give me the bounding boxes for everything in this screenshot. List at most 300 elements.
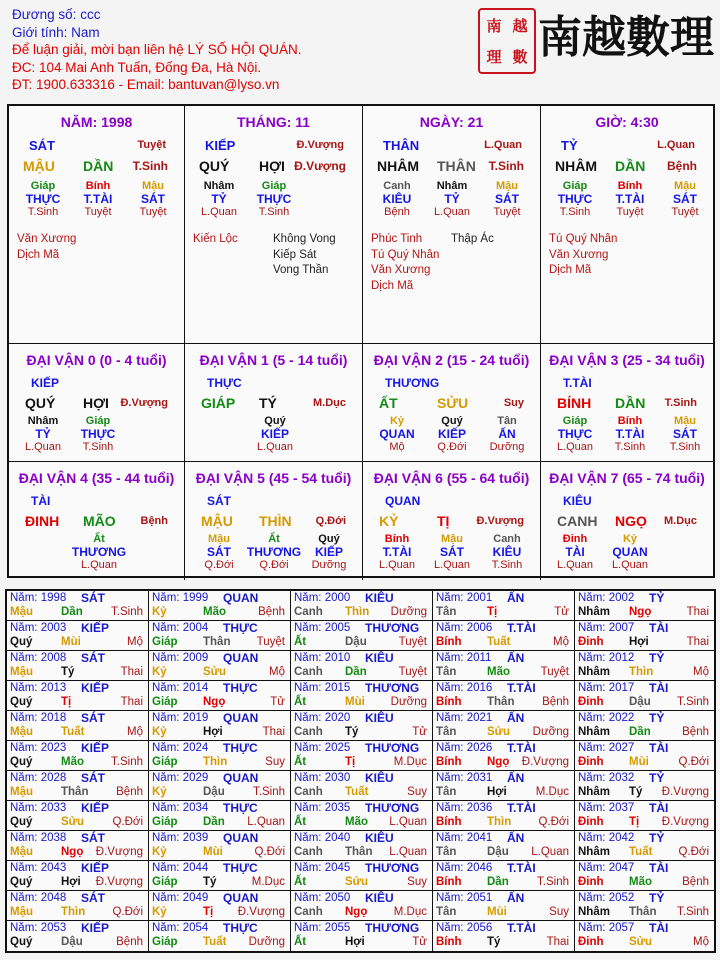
- year-prefix: Năm:: [436, 592, 464, 604]
- year-ten-god: ẤN: [507, 831, 525, 845]
- year-prefix: Năm:: [578, 862, 606, 874]
- year-stem: Nhâm: [578, 726, 610, 738]
- year-prefix: Năm:: [436, 862, 464, 874]
- year-number: 2005: [324, 622, 351, 634]
- year-cell: [575, 771, 714, 801]
- year-ten-god: T.TÀI: [507, 741, 536, 755]
- spirit-stars-right: [451, 232, 494, 248]
- hidden-stem: Giáp: [562, 180, 588, 192]
- year-number: 2024: [182, 742, 209, 754]
- year-branch: Dậu: [629, 696, 651, 708]
- hidden-stem-star: KIẾP: [437, 427, 466, 441]
- year-number: 2036: [466, 802, 493, 814]
- brand-logo-text: 南越數理: [538, 12, 714, 63]
- year-branch: Thân: [203, 636, 231, 648]
- year-cell: [7, 831, 149, 861]
- dai-van-stem: ẤT: [379, 395, 398, 411]
- year-prefix: Năm:: [152, 712, 180, 724]
- year-number: 2051: [466, 892, 493, 904]
- pillar-top-status: Tuyệt: [137, 139, 166, 151]
- year-status: M.Dục: [535, 786, 569, 798]
- year-label: [294, 922, 350, 934]
- year-status: Đ.Vượng: [661, 816, 709, 828]
- hidden-stem-col: [301, 533, 357, 571]
- year-cell: [433, 831, 575, 861]
- year-stem: Canh: [294, 786, 323, 798]
- year-status: Suy: [407, 786, 427, 798]
- year-branch: Tị: [203, 906, 214, 918]
- year-label: [578, 652, 634, 664]
- hidden-stem: Kỷ: [622, 533, 638, 545]
- year-status: Dưỡng: [248, 936, 285, 948]
- year-number: 2029: [182, 772, 209, 784]
- dai-van-title: ĐẠI VẬN 2 (15 - 24 tuổi): [373, 352, 530, 368]
- pillar-top-star: TỶ: [561, 138, 578, 153]
- year-stem: Nhâm: [578, 606, 610, 618]
- year-status: Thai: [686, 636, 709, 648]
- year-stem: Kỷ: [152, 726, 167, 738]
- spirit-stars-left: [193, 232, 238, 248]
- year-status: Thai: [262, 726, 285, 738]
- year-number: 2018: [40, 712, 67, 724]
- year-ten-god: T.TÀI: [507, 921, 536, 935]
- year-status: Bệnh: [116, 936, 143, 948]
- year-label: [578, 892, 634, 904]
- year-number: 2004: [182, 622, 209, 634]
- year-status: T.Sinh: [677, 696, 709, 708]
- year-branch: Tị: [487, 606, 498, 618]
- dai-van-title: ĐẠI VẬN 3 (25 - 34 tuổi): [549, 352, 705, 368]
- year-cell: [575, 921, 714, 951]
- year-branch: Tý: [203, 876, 217, 888]
- year-prefix: Năm:: [10, 892, 38, 904]
- year-status: Đ.Vượng: [521, 756, 569, 768]
- year-branch: Ngọ: [629, 606, 652, 618]
- year-number: 2045: [324, 862, 351, 874]
- year-cell: [575, 741, 714, 771]
- year-prefix: Năm:: [578, 802, 606, 814]
- year-ten-god: THỰC: [223, 921, 258, 935]
- hidden-stem: Giáp: [30, 180, 56, 192]
- hidden-stem-status: T.Sinh: [82, 441, 114, 453]
- year-label: [10, 592, 66, 604]
- year-cell: [575, 891, 714, 921]
- year-label: [152, 652, 208, 664]
- spirit-stars-left: [371, 232, 439, 294]
- year-label: [436, 832, 492, 844]
- year-ten-god: KIẾP: [81, 921, 110, 935]
- year-number: 2015: [324, 682, 351, 694]
- pillar-top-star: SÁT: [29, 138, 55, 153]
- year-number: 2008: [40, 652, 67, 664]
- year-branch: Tý: [345, 726, 359, 738]
- year-label: [10, 622, 66, 634]
- year-number: 2002: [608, 592, 635, 604]
- hidden-stem-col: [369, 415, 425, 453]
- pillar-branch: DẦN: [83, 158, 114, 174]
- year-branch: Sửu: [61, 816, 85, 828]
- hidden-stem-status: Q.Đới: [437, 441, 467, 453]
- hidden-stem-star: TỶ: [444, 192, 460, 206]
- year-branch: Tuất: [203, 936, 227, 948]
- hidden-stem-star: T.TÀI: [615, 192, 645, 206]
- hidden-stem: Ất: [268, 533, 280, 545]
- year-cell: [7, 621, 149, 651]
- year-branch: Tị: [629, 816, 640, 828]
- spirit-stars-right: [273, 232, 336, 279]
- year-label: [578, 682, 634, 694]
- year-status: Bệnh: [682, 876, 709, 888]
- year-stem: Ất: [294, 636, 307, 648]
- year-number: 2040: [324, 832, 351, 844]
- year-status: Mộ: [553, 636, 569, 648]
- year-number: 2048: [40, 892, 67, 904]
- year-label: [294, 772, 350, 784]
- hidden-stem-col: [70, 415, 126, 453]
- year-label: [294, 742, 350, 754]
- hidden-stem-star: KIẾP: [260, 427, 289, 441]
- year-ten-god: THƯƠNG: [365, 681, 420, 695]
- dai-van-star: T.TÀI: [563, 376, 592, 390]
- year-label: [436, 802, 492, 814]
- year-ten-god: KIÊU: [365, 711, 394, 725]
- hidden-stem-status: Bệnh: [384, 206, 410, 218]
- year-cell: [291, 831, 433, 861]
- year-stem: Mậu: [10, 846, 33, 858]
- year-status: T.Sinh: [111, 606, 143, 618]
- year-status: Q.Đới: [112, 816, 143, 828]
- year-status: Q.Đới: [678, 846, 709, 858]
- year-label: [152, 592, 208, 604]
- hidden-stem: Kỷ: [389, 415, 405, 427]
- year-prefix: Năm:: [294, 592, 322, 604]
- year-ten-god: SÁT: [81, 591, 105, 605]
- year-ten-god: TÀI: [649, 861, 669, 875]
- red-seal-stamp: [478, 8, 536, 74]
- pillar-branch: HỢI: [259, 158, 285, 174]
- spirit-star: Thập Ác: [451, 233, 494, 245]
- year-stem: Ất: [294, 756, 307, 768]
- year-stem: Bính: [436, 816, 462, 828]
- year-cell: [149, 651, 291, 681]
- year-cell: [7, 801, 149, 831]
- year-label: [10, 802, 66, 814]
- dai-van-stem: QUÝ: [25, 395, 56, 411]
- dai-van-cell: [9, 462, 185, 580]
- hidden-stem-status: Tuyệt: [139, 206, 167, 218]
- year-prefix: Năm:: [10, 622, 38, 634]
- year-branch: Tý: [61, 666, 75, 678]
- dai-van-status: Đ.Vượng: [120, 397, 168, 409]
- year-ten-god: THƯƠNG: [365, 621, 420, 635]
- year-branch: Tuất: [487, 636, 511, 648]
- year-branch: Ngọ: [487, 756, 510, 768]
- year-number: 2037: [608, 802, 635, 814]
- year-prefix: Năm:: [152, 652, 180, 664]
- year-label: [10, 922, 66, 934]
- year-status: Bệnh: [116, 786, 143, 798]
- hidden-stem-status: L.Quan: [611, 559, 649, 571]
- year-cell: [575, 711, 714, 741]
- year-label: [10, 862, 66, 874]
- hidden-stem-status: T.Sinh: [258, 206, 290, 218]
- year-stem: Tân: [436, 786, 457, 798]
- year-prefix: Năm:: [10, 712, 38, 724]
- year-stem: Kỷ: [152, 666, 167, 678]
- hidden-stem: Nhâm: [436, 180, 468, 192]
- year-number: 2041: [466, 832, 493, 844]
- hidden-stem-status: Tuyệt: [84, 206, 112, 218]
- year-stem: Quý: [10, 636, 33, 648]
- year-number: 1998: [40, 592, 67, 604]
- year-status: Thai: [546, 936, 569, 948]
- owner-label: Đương số:: [12, 7, 77, 22]
- year-number: 2050: [324, 892, 351, 904]
- year-cell: [149, 861, 291, 891]
- spirit-star: Dịch Mã: [17, 248, 60, 261]
- year-cell: [575, 831, 714, 861]
- year-number: 2033: [40, 802, 67, 814]
- hidden-stem: Giáp: [562, 415, 588, 427]
- year-prefix: Năm:: [10, 592, 38, 604]
- year-prefix: Năm:: [294, 772, 322, 784]
- year-number: 2023: [40, 742, 67, 754]
- year-stem: Mậu: [10, 666, 33, 678]
- year-status: Tử: [412, 726, 427, 738]
- year-cell: [149, 711, 291, 741]
- hidden-stem: Tân: [497, 415, 517, 427]
- year-stem: Quý: [10, 696, 33, 708]
- year-label: [436, 682, 492, 694]
- year-status: Mộ: [127, 636, 143, 648]
- year-cell: [149, 741, 291, 771]
- year-prefix: Năm:: [578, 892, 606, 904]
- year-status: Thai: [120, 696, 143, 708]
- year-stem: Giáp: [152, 876, 178, 888]
- year-prefix: Năm:: [436, 622, 464, 634]
- year-branch: Mão: [487, 666, 510, 678]
- year-branch: Mùi: [61, 636, 81, 648]
- hidden-stem-star: SÁT: [673, 192, 697, 206]
- dai-van-star: SÁT: [207, 494, 231, 508]
- spirit-star: Tú Quý Nhân: [371, 248, 440, 261]
- year-number: 2012: [608, 652, 635, 664]
- hidden-stem-col: [602, 180, 658, 218]
- year-cell: [433, 861, 575, 891]
- hidden-stem: Mậu: [496, 180, 518, 192]
- year-status: Tuyệt: [540, 666, 569, 678]
- year-cell: [291, 591, 433, 621]
- year-stem: Mậu: [10, 906, 33, 918]
- year-ten-god: QUAN: [223, 711, 259, 725]
- year-number: 2047: [608, 862, 635, 874]
- hidden-stem: Mậu: [208, 533, 230, 545]
- hidden-stem-col: [70, 180, 126, 218]
- year-status: Dưỡng: [532, 726, 569, 738]
- hidden-stem-status: L.Quan: [556, 441, 594, 453]
- hidden-stem-col: [479, 415, 535, 453]
- spirit-star: Văn Xương: [371, 264, 431, 276]
- year-ten-god: KIÊU: [365, 651, 394, 665]
- dai-van-status: Bệnh: [140, 515, 168, 527]
- year-stem: Canh: [294, 666, 323, 678]
- hidden-stem-col: [247, 415, 303, 453]
- year-stem: Tân: [436, 906, 457, 918]
- year-status: Mộ: [693, 666, 709, 678]
- year-status: Q.Đới: [678, 756, 709, 768]
- year-prefix: Năm:: [294, 892, 322, 904]
- dai-van-star: THỰC: [207, 376, 242, 390]
- hidden-stem: Nhâm: [203, 180, 235, 192]
- year-number: 2044: [182, 862, 209, 874]
- year-stem: Bính: [436, 636, 462, 648]
- hidden-stem-col: [547, 533, 603, 571]
- seal-char: 理: [486, 47, 502, 66]
- year-branch: Dậu: [203, 786, 225, 798]
- dai-van-branch: THÌN: [259, 513, 292, 529]
- year-status: Tuyệt: [398, 636, 427, 648]
- hidden-stem: Quý: [318, 533, 340, 545]
- hidden-stem-status: T.Sinh: [27, 206, 59, 218]
- year-branch: Tý: [629, 786, 643, 798]
- year-ten-god: SÁT: [81, 831, 105, 845]
- year-ten-god: TỶ: [649, 771, 665, 785]
- year-ten-god: THƯƠNG: [365, 861, 420, 875]
- dai-van-branch: NGỌ: [615, 513, 647, 529]
- year-branch: Hợi: [345, 936, 365, 948]
- year-prefix: Năm:: [578, 742, 606, 754]
- year-cell: [575, 651, 714, 681]
- year-prefix: Năm:: [152, 592, 180, 604]
- contact-invite: Để luận giải, mời bạn liên hệ LÝ SỐ HỘI QUÁN.: [12, 42, 302, 57]
- hidden-stem-star: KIÊU: [382, 192, 412, 206]
- year-prefix: Năm:: [436, 772, 464, 784]
- year-ten-god: QUAN: [223, 591, 259, 605]
- year-cell: [291, 861, 433, 891]
- year-number: 2000: [324, 592, 351, 604]
- year-ten-god: KIẾP: [81, 801, 110, 815]
- year-stem: Ất: [294, 876, 307, 888]
- year-cell: [433, 771, 575, 801]
- year-prefix: Năm:: [10, 772, 38, 784]
- year-stem: Canh: [294, 906, 323, 918]
- year-stem: Nhâm: [578, 906, 610, 918]
- year-stem: Kỷ: [152, 906, 167, 918]
- year-branch: Hợi: [629, 636, 649, 648]
- seal-char: 數: [512, 47, 528, 66]
- hidden-stem-star: SÁT: [207, 545, 231, 559]
- year-prefix: Năm:: [10, 862, 38, 874]
- year-stem: Bính: [436, 936, 462, 948]
- dai-van-cell: [541, 344, 713, 462]
- year-cell: [291, 651, 433, 681]
- year-prefix: Năm:: [436, 922, 464, 934]
- contact-phone-email: ĐT: 1900.633316 - Email: bantuvan@lyso.vn: [12, 77, 280, 92]
- year-prefix: Năm:: [294, 862, 322, 874]
- pillar-top-star: KIẾP: [205, 138, 236, 153]
- year-ten-god: THƯƠNG: [365, 741, 420, 755]
- year-branch: Sửu: [487, 726, 511, 738]
- year-label: [152, 622, 208, 634]
- year-number: 2021: [466, 712, 493, 724]
- year-number: 2054: [182, 922, 209, 934]
- hidden-stem-star: KIÊU: [492, 545, 522, 559]
- year-label: [578, 832, 634, 844]
- spirit-star: Không Vong: [273, 233, 336, 245]
- year-number: 2020: [324, 712, 351, 724]
- pillar-title: NĂM: 1998: [60, 114, 133, 130]
- year-prefix: Năm:: [152, 862, 180, 874]
- year-prefix: Năm:: [294, 712, 322, 724]
- year-stem: Đinh: [578, 936, 604, 948]
- hidden-stem-star: THỰC: [256, 192, 292, 206]
- hidden-stem-col: [479, 180, 535, 218]
- hidden-stem: Giáp: [85, 415, 111, 427]
- year-stem: Kỷ: [152, 846, 167, 858]
- hidden-stem-star: THƯƠNG: [71, 545, 127, 559]
- year-number: 2046: [466, 862, 493, 874]
- year-number: 2052: [608, 892, 635, 904]
- year-cell: [291, 711, 433, 741]
- year-number: 2003: [40, 622, 67, 634]
- hidden-stem: Mậu: [441, 533, 463, 545]
- pillar-stem: NHÂM: [555, 158, 597, 174]
- hidden-stem-status: Mộ: [389, 441, 405, 453]
- year-ten-god: THỰC: [223, 621, 258, 635]
- year-ten-god: KIÊU: [365, 891, 394, 905]
- dai-van-stem: MẬU: [201, 513, 233, 529]
- hidden-stem: Giáp: [261, 180, 287, 192]
- year-cell: [7, 921, 149, 951]
- year-stem: Bính: [436, 696, 462, 708]
- year-stem: Kỷ: [152, 786, 167, 798]
- year-ten-god: TỶ: [649, 651, 665, 665]
- hidden-stem-status: L.Quan: [433, 559, 471, 571]
- owner-line: [12, 6, 482, 24]
- year-number: 2014: [182, 682, 209, 694]
- year-branch: Dậu: [61, 936, 83, 948]
- year-number: 1999: [182, 592, 209, 604]
- year-status: Đ.Vượng: [661, 786, 709, 798]
- year-status: L.Quan: [389, 846, 427, 858]
- year-stem: Giáp: [152, 816, 178, 828]
- contact-address: ĐC: 104 Mai Anh Tuấn, Đống Đa, Hà Nội.: [12, 59, 262, 75]
- year-prefix: Năm:: [578, 922, 606, 934]
- pillar-cell: [541, 106, 713, 344]
- spirit-star: Dịch Mã: [371, 279, 414, 292]
- year-status: Dưỡng: [390, 696, 427, 708]
- hidden-stem-col: [547, 180, 603, 218]
- hidden-stem-status: Tuyệt: [616, 206, 644, 218]
- hidden-stem: Mậu: [674, 180, 696, 192]
- year-label: [294, 832, 350, 844]
- hidden-stem-status: L.Quan: [433, 206, 471, 218]
- year-ten-god: THỰC: [223, 861, 258, 875]
- year-branch: Tuất: [345, 786, 369, 798]
- year-branch: Thân: [629, 906, 657, 918]
- year-ten-god: T.TÀI: [507, 861, 536, 875]
- hidden-stem-col: [424, 533, 480, 571]
- year-stem: Nhâm: [578, 846, 610, 858]
- year-ten-god: THỰC: [223, 681, 258, 695]
- year-status: M.Dục: [393, 906, 427, 918]
- year-stem: Ất: [294, 696, 307, 708]
- year-prefix: Năm:: [436, 892, 464, 904]
- year-prefix: Năm:: [152, 892, 180, 904]
- year-cell: [433, 591, 575, 621]
- hidden-stem-status: Tuyệt: [671, 206, 699, 218]
- pillar-cell: [185, 106, 363, 344]
